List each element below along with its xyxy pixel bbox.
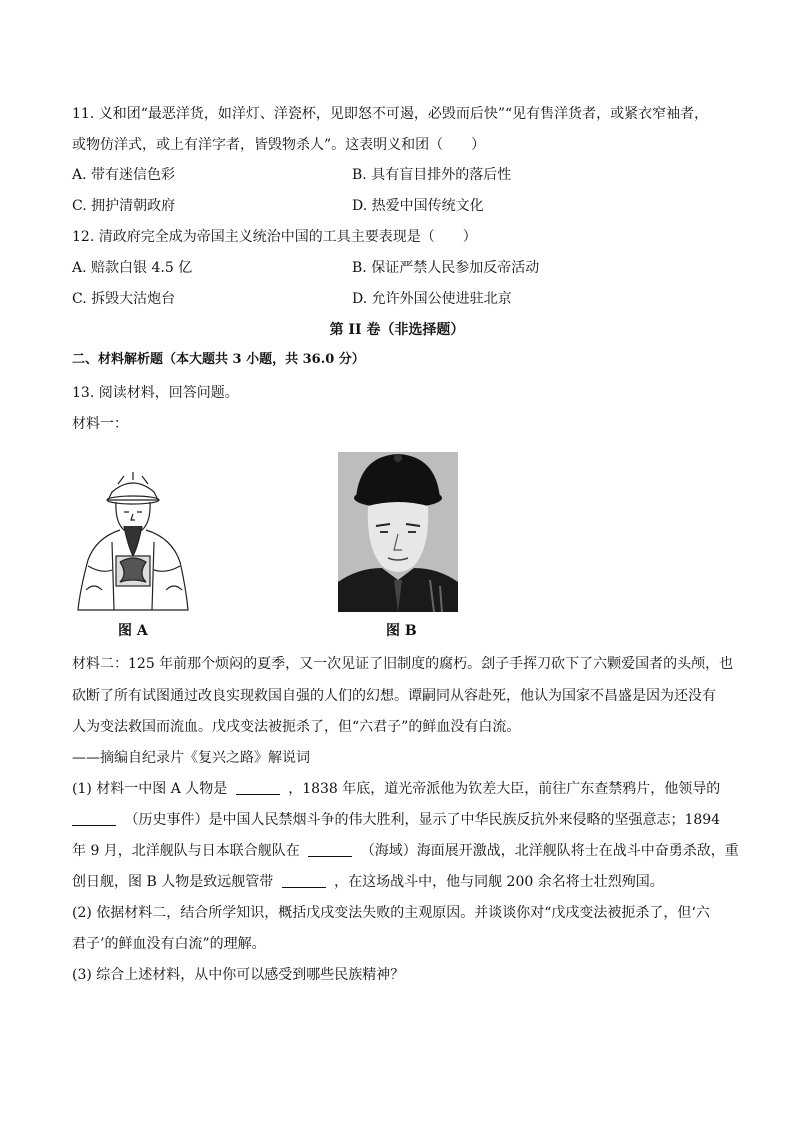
q13-part1-text-e: （海域）海面展开激战，北洋舰队将士在战斗中奋勇杀敌，重 [360, 843, 739, 859]
figure-a-caption: 图 A [118, 623, 148, 639]
answer-blank-3[interactable] [308, 842, 352, 857]
q13-part1-text-f: 创日舰，图 B 人物是致远舰管带 [72, 874, 274, 890]
answer-blank-1[interactable] [236, 780, 280, 795]
figure-a-image [72, 470, 194, 612]
material1-label: 材料一： [72, 416, 128, 432]
material2-line3: 人为变法救国而流血。戊戌变法被扼杀了，但“六君子”的鲜血没有白流。 [72, 719, 521, 735]
q13-part1-text-c: （历史事件）是中国人民禁烟斗争的伟大胜利，显示了中华民族反抗外来侵略的坚强意志；1894 [124, 812, 721, 828]
q11-option-d: D. 热爱中国传统文化 [352, 198, 484, 214]
q13-part1-line2 [72, 810, 720, 830]
q13-part1-text-g: ，在这场战斗中，他与同舰 200 余名将士壮烈殉国。 [334, 874, 664, 890]
section2-title: 第 II 卷（非选择题） [329, 322, 465, 338]
answer-blank-2[interactable] [72, 811, 116, 826]
q13-part1-line3 [72, 841, 739, 861]
q12-option-d: D. 允许外国公使进驻北京 [352, 291, 512, 307]
q11-option-b: B. 具有盲目排外的落后性 [352, 167, 512, 183]
q11-option-c: C. 拥护清朝政府 [72, 198, 176, 214]
q12-stem: 12. 清政府完全成为帝国主义统治中国的工具主要表现是（ ） [72, 229, 477, 245]
material2-line1: 材料二：125 年前那个烦闷的夏季，又一次见证了旧制度的腐朽。刽子手挥刀砍下了六颗爱国者的头颅，也 [72, 656, 734, 672]
section2-heading: 二、材料解析题（本大题共 3 小题，共 36.0 分） [72, 352, 365, 367]
q11-stem-line2: 或物仿洋式，或上有洋字者，皆毁物杀人”。这表明义和团（ ） [72, 137, 486, 153]
q11-option-a: A. 带有迷信色彩 [72, 167, 176, 183]
figure-b-caption: 图 B [386, 623, 417, 639]
material2-source: ——摘编自纪录片《复兴之路》解说词 [72, 750, 310, 766]
q12-option-c: C. 拆毁大沽炮台 [72, 291, 176, 307]
q12-option-b: B. 保证严禁人民参加反帝活动 [352, 260, 540, 276]
q13-part3: (3) 综合上述材料，从中你可以感受到哪些民族精神？ [72, 967, 405, 983]
q13-stem: 13. 阅读材料，回答问题。 [72, 385, 239, 401]
q11-stem-line1: 11. 义和团“最恶洋货，如洋灯、洋瓷杯，见即怒不可遏，必毁而后快”“见有售洋货者，或紧衣窄袖者， [72, 106, 709, 122]
q13-part1-line4 [72, 872, 664, 892]
q13-part2-line2: 君子’的鲜血没有白流”的理解。 [72, 936, 266, 952]
q13-part1-text-a: (1) 材料一中图 A 人物是 [72, 781, 228, 797]
material2-line2: 砍断了所有试图通过改良实现救国自强的人们的幻想。谭嗣同从容赴死，他认为国家不昌盛是因为还没有 [72, 688, 716, 704]
q12-option-a: A. 赔款白银 4.5 亿 [72, 260, 193, 276]
q13-part2-line1: (2) 依据材料二，结合所学知识，概括戊戌变法失败的主观原因。并谈谈你对“戊戌变法被扼杀了，但‘六 [72, 905, 710, 921]
q13-part1-text-b: ，1838 年底，道光帝派他为钦差大臣，前往广东查禁鸦片，他领导的 [288, 781, 721, 797]
figure-b-image [338, 452, 458, 612]
q13-part1-line1 [72, 779, 720, 799]
answer-blank-4[interactable] [282, 873, 326, 888]
q13-part1-text-d: 年 9 月，北洋舰队与日本联合舰队在 [72, 843, 300, 859]
